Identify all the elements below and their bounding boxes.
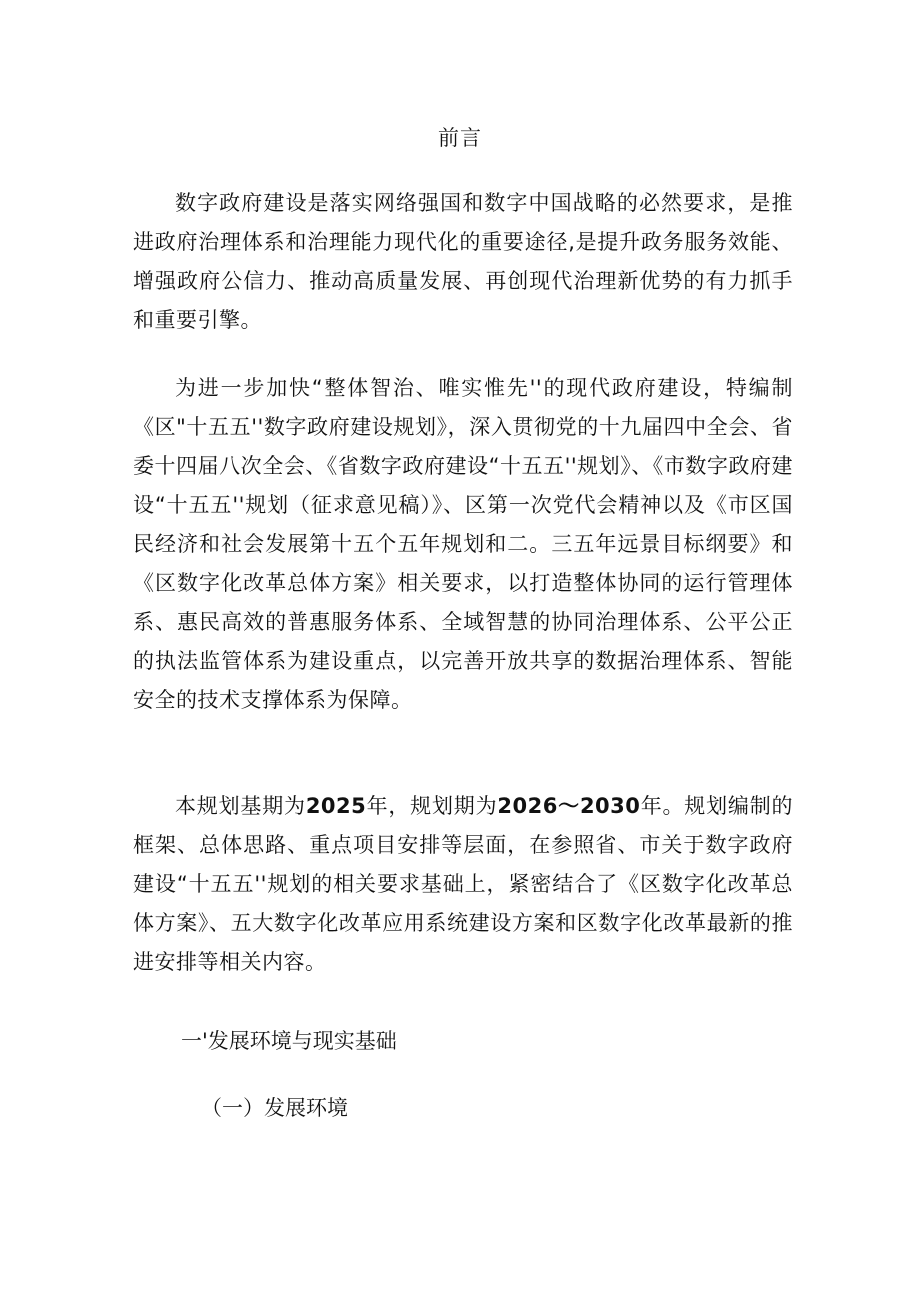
text-segment: 年。规划编制的框架、总体思路、重点项目安排等层面，在参照省、市关于数字政府建设“十五五''规划的相关要求基础上，紧密结合了《区数字化改革总体方案》、五大数字化改革应用系统建设方案和区数字化改革最新的推进安排等相关内容。 — [133, 794, 794, 974]
section-heading: 一'发展环境与现实基础 — [181, 1029, 397, 1053]
plan-period: 2026〜2030 — [497, 794, 641, 818]
paragraph-intro: 数字政府建设是落实网络强国和数字中国战略的必然要求，是推进政府治理体系和治理能力现代化的重要途径,是提升政务服务效能、增强政府公信力、推动高质量发展、再创现代治理新优势的有力抓手和重要引擎。 — [133, 191, 793, 332]
text-segment: 年，规划期为 — [366, 794, 498, 818]
paragraph-plan-period — [133, 787, 793, 982]
base-year: 2025 — [305, 794, 367, 818]
text-segment: 本规划基期为 — [175, 794, 306, 818]
page-title: 前言 — [438, 126, 482, 150]
subsection-heading: （一）发展环境 — [201, 1096, 348, 1120]
paragraph-plan-basis: 为进一步加快“整体智治、唯实惟先''的现代政府建设，特编制《区"十五五''数字政府建设规划》，深入贯彻党的十九届四中全会、省委十四届八次全会、《省数字政府建设“十五五''规划》、《市数字政府建设“十五五''规划（征求意见稿）》、区第一次党代会精神以及《市区国民经济和社会发展第十五个五年规划和二。三五年远景目标纲要》和《区数字化改革总体方案》相关要求，以打造整体协同的运行管理体系、惠民高效的普惠服务体系、全域智慧的协同治理体系、公平公正的执法监管体系为建设重点，以完善开放共享的数据治理体系、智能安全的技术支撑体系为保障。 — [133, 376, 793, 712]
